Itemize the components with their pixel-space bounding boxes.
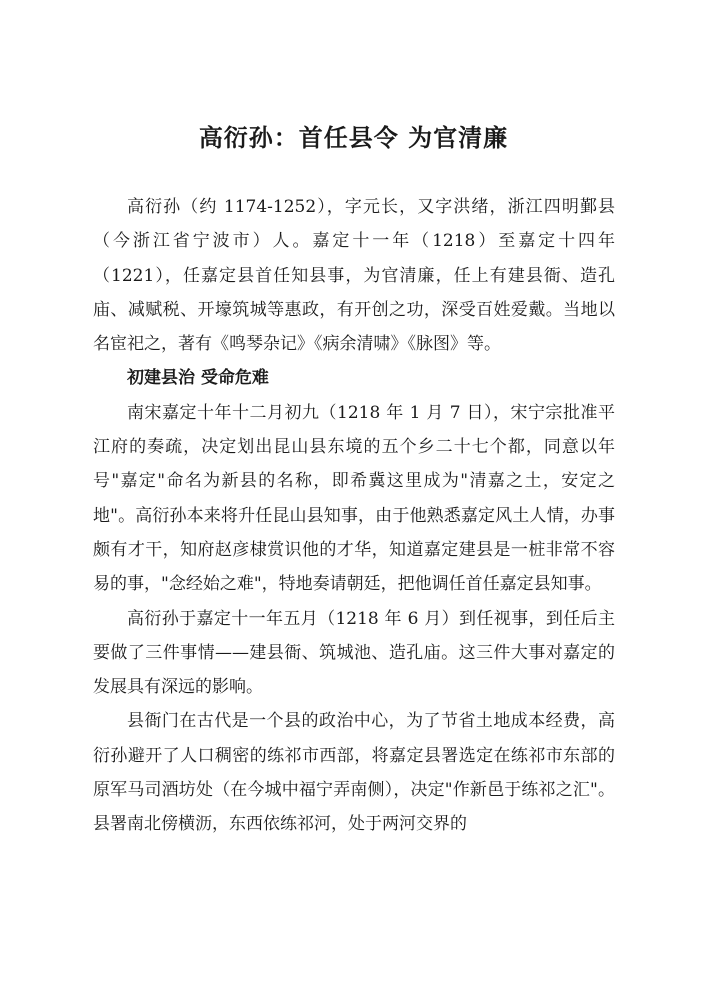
page-title: 高衍孙：首任县令 为官清廉 xyxy=(198,123,509,152)
document-body xyxy=(93,190,615,842)
body-paragraph: 南宋嘉定十年十二月初九（1218 年 1 月 7 日），宋宁宗批准平江府的奏疏，决定划出昆山县东境的五个乡二十七个都，同意以年号"嘉定"命名为新县的名称，即希冀这里成为"清嘉之土，安定之地"。高衍孙本来将升任昆山县知事，由于他熟悉嘉定风土人情，办事颇有才干，知府赵彦棣赏识他的才华，知道嘉定建县是一桩非常不容易的事，"念经始之难"，特地奏请朝廷，把他调任首任嘉定县知事。 xyxy=(93,402,615,595)
body-paragraph: 高衍孙于嘉定十一年五月（1218 年 6 月）到任视事，到任后主要做了三件事情——建县衙、筑城池、造孔庙。这三件大事对嘉定的发展具有深远的影响。 xyxy=(93,608,615,698)
body-paragraph: 县衙门在古代是一个县的政治中心，为了节省土地成本经费，高衍孙避开了人口稠密的练祁市西部，将嘉定县署选定在练祁市东部的原军马司酒坊处（在今城中福宁弄南侧），决定"作新邑于练祁之汇"。县署南北傍横沥，东西依练祁河，处于两河交界的 xyxy=(93,711,615,835)
section-heading: 初建县治 受命危难 xyxy=(127,368,269,389)
intro-paragraph: 高衍孙（约 1174-1252），字元长，又字洪绪，浙江四明鄞县（今浙江省宁波市）人。嘉定十一年（1218）至嘉定十四年（1221），任嘉定县首任知县事，为官清廉，任上有建县衙、造孔庙、减赋税、开壕筑城等惠政，有开创之功，深受百姓爱戴。当地以名宦祀之，著有《鸣琴杂记》《病余清啸》《脉图》等。 xyxy=(93,197,615,355)
